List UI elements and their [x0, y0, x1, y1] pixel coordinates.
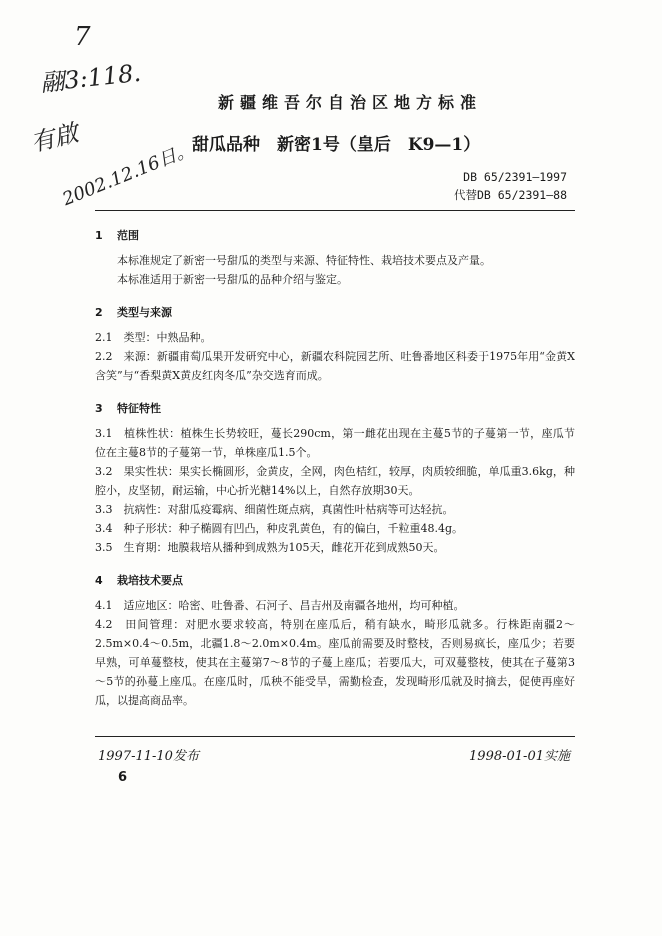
section-number: 4 — [95, 574, 103, 587]
section-number: 1 — [95, 229, 103, 242]
page-number: 6 — [118, 770, 128, 785]
document-title: 甜瓜品种 新密1号（皇后 K9—1） — [192, 135, 481, 155]
section-title: 类型与来源 — [117, 306, 172, 319]
paragraph: 3.2 果实性状：果实长椭圆形，金黄皮，全网，肉色桔红，较厚，肉质较细脆，单瓜重3.6kg，种腔小，皮坚韧，耐运输，中心折光糖14%以上，自然存放期30天。 — [95, 465, 575, 497]
handwritten-date: 2002.12.16日。 — [59, 138, 197, 211]
footer-divider — [95, 736, 575, 737]
paragraph: 4.1 适应地区：哈密、吐鲁番、石河子、昌吉州及南疆各地州，均可种植。 — [95, 599, 465, 612]
section-heading — [95, 303, 575, 322]
paragraph: 3.3 抗病性：对甜瓜疫霉病、细菌性斑点病，真菌性叶枯病等可达轻抗。 — [95, 503, 454, 516]
paragraph: 3.4 种子形状：种子椭圆有凹凸，种皮乳黄色，有的偏白，千粒重48.4g。 — [95, 522, 464, 535]
section-title: 范围 — [117, 229, 139, 242]
section-title: 栽培技术要点 — [117, 574, 183, 587]
standard-code: DB 65/2391—1997 — [463, 170, 567, 184]
section-number: 3 — [95, 402, 103, 415]
section-heading — [95, 571, 575, 590]
paragraph: 3.1 植株性状：植株生长势较旺，蔓长290cm，第一雌花出现在主蔓5节的子蔓第一节，座瓜节位在主蔓8节的子蔓第一节，单株座瓜1.5个。 — [95, 427, 575, 459]
standard-codes — [454, 168, 567, 204]
handwritten-signature: 有啟 — [27, 118, 82, 158]
section-number: 2 — [95, 306, 103, 319]
paragraph: 2.2 来源：新疆甫萄瓜果开发研究中心，新疆农科院园艺所、吐鲁番地区科委于1975年用“金黄X含笑”与“香梨黄X黄皮红肉冬瓜”杂交选育而成。 — [95, 350, 575, 382]
issue-date: 1997-11-10发布 — [98, 749, 199, 764]
handwritten-number: 7 — [74, 22, 91, 52]
handwritten-code: 翮3:118. — [39, 58, 143, 98]
section-heading — [95, 226, 575, 245]
paragraph: 4.2 田间管理：对肥水要求较高，特别在座瓜后，稍有缺水，畸形瓜就多。行株距南疆2～2.5m×0.4～0.5m，北疆1.8～2.0m×0.4m。座瓜前需要及时整枝，否则易疯长，座瓜少；若要早熟，可单蔓整枝，使其在主蔓第7～8节的子蔓上座瓜；若要瓜大，可双蔓整枝，使其在子蔓第3～5节的孙蔓上座瓜。在座瓜时，瓜秧不能受旱，需勤检查，发现畸形瓜就及时摘去，促使再座好瓜，以提高商品率。 — [95, 618, 575, 707]
section-heading — [95, 399, 575, 418]
replaced-standard-code: 代替DB 65/2391—88 — [453, 188, 567, 202]
paragraph: 2.1 类型：中熟品种。 — [95, 331, 212, 344]
paragraph: 本标准规定了新密一号甜瓜的类型与来源、特征特性、栽培技术要点及产量。 — [117, 254, 491, 267]
document-body — [95, 226, 575, 710]
section-title: 特征特性 — [117, 402, 161, 415]
paragraph: 本标准适用于新密一号甜瓜的品种介绍与鉴定。 — [117, 273, 348, 286]
implementation-date: 1998-01-01实施 — [469, 749, 570, 764]
header-divider — [95, 210, 575, 211]
standard-type-heading: 新疆维吾尔自治区地方标准 — [217, 93, 482, 112]
paragraph: 3.5 生育期：地膜栽培从播种到成熟为105天，雌花开花到成熟50天。 — [95, 541, 445, 554]
